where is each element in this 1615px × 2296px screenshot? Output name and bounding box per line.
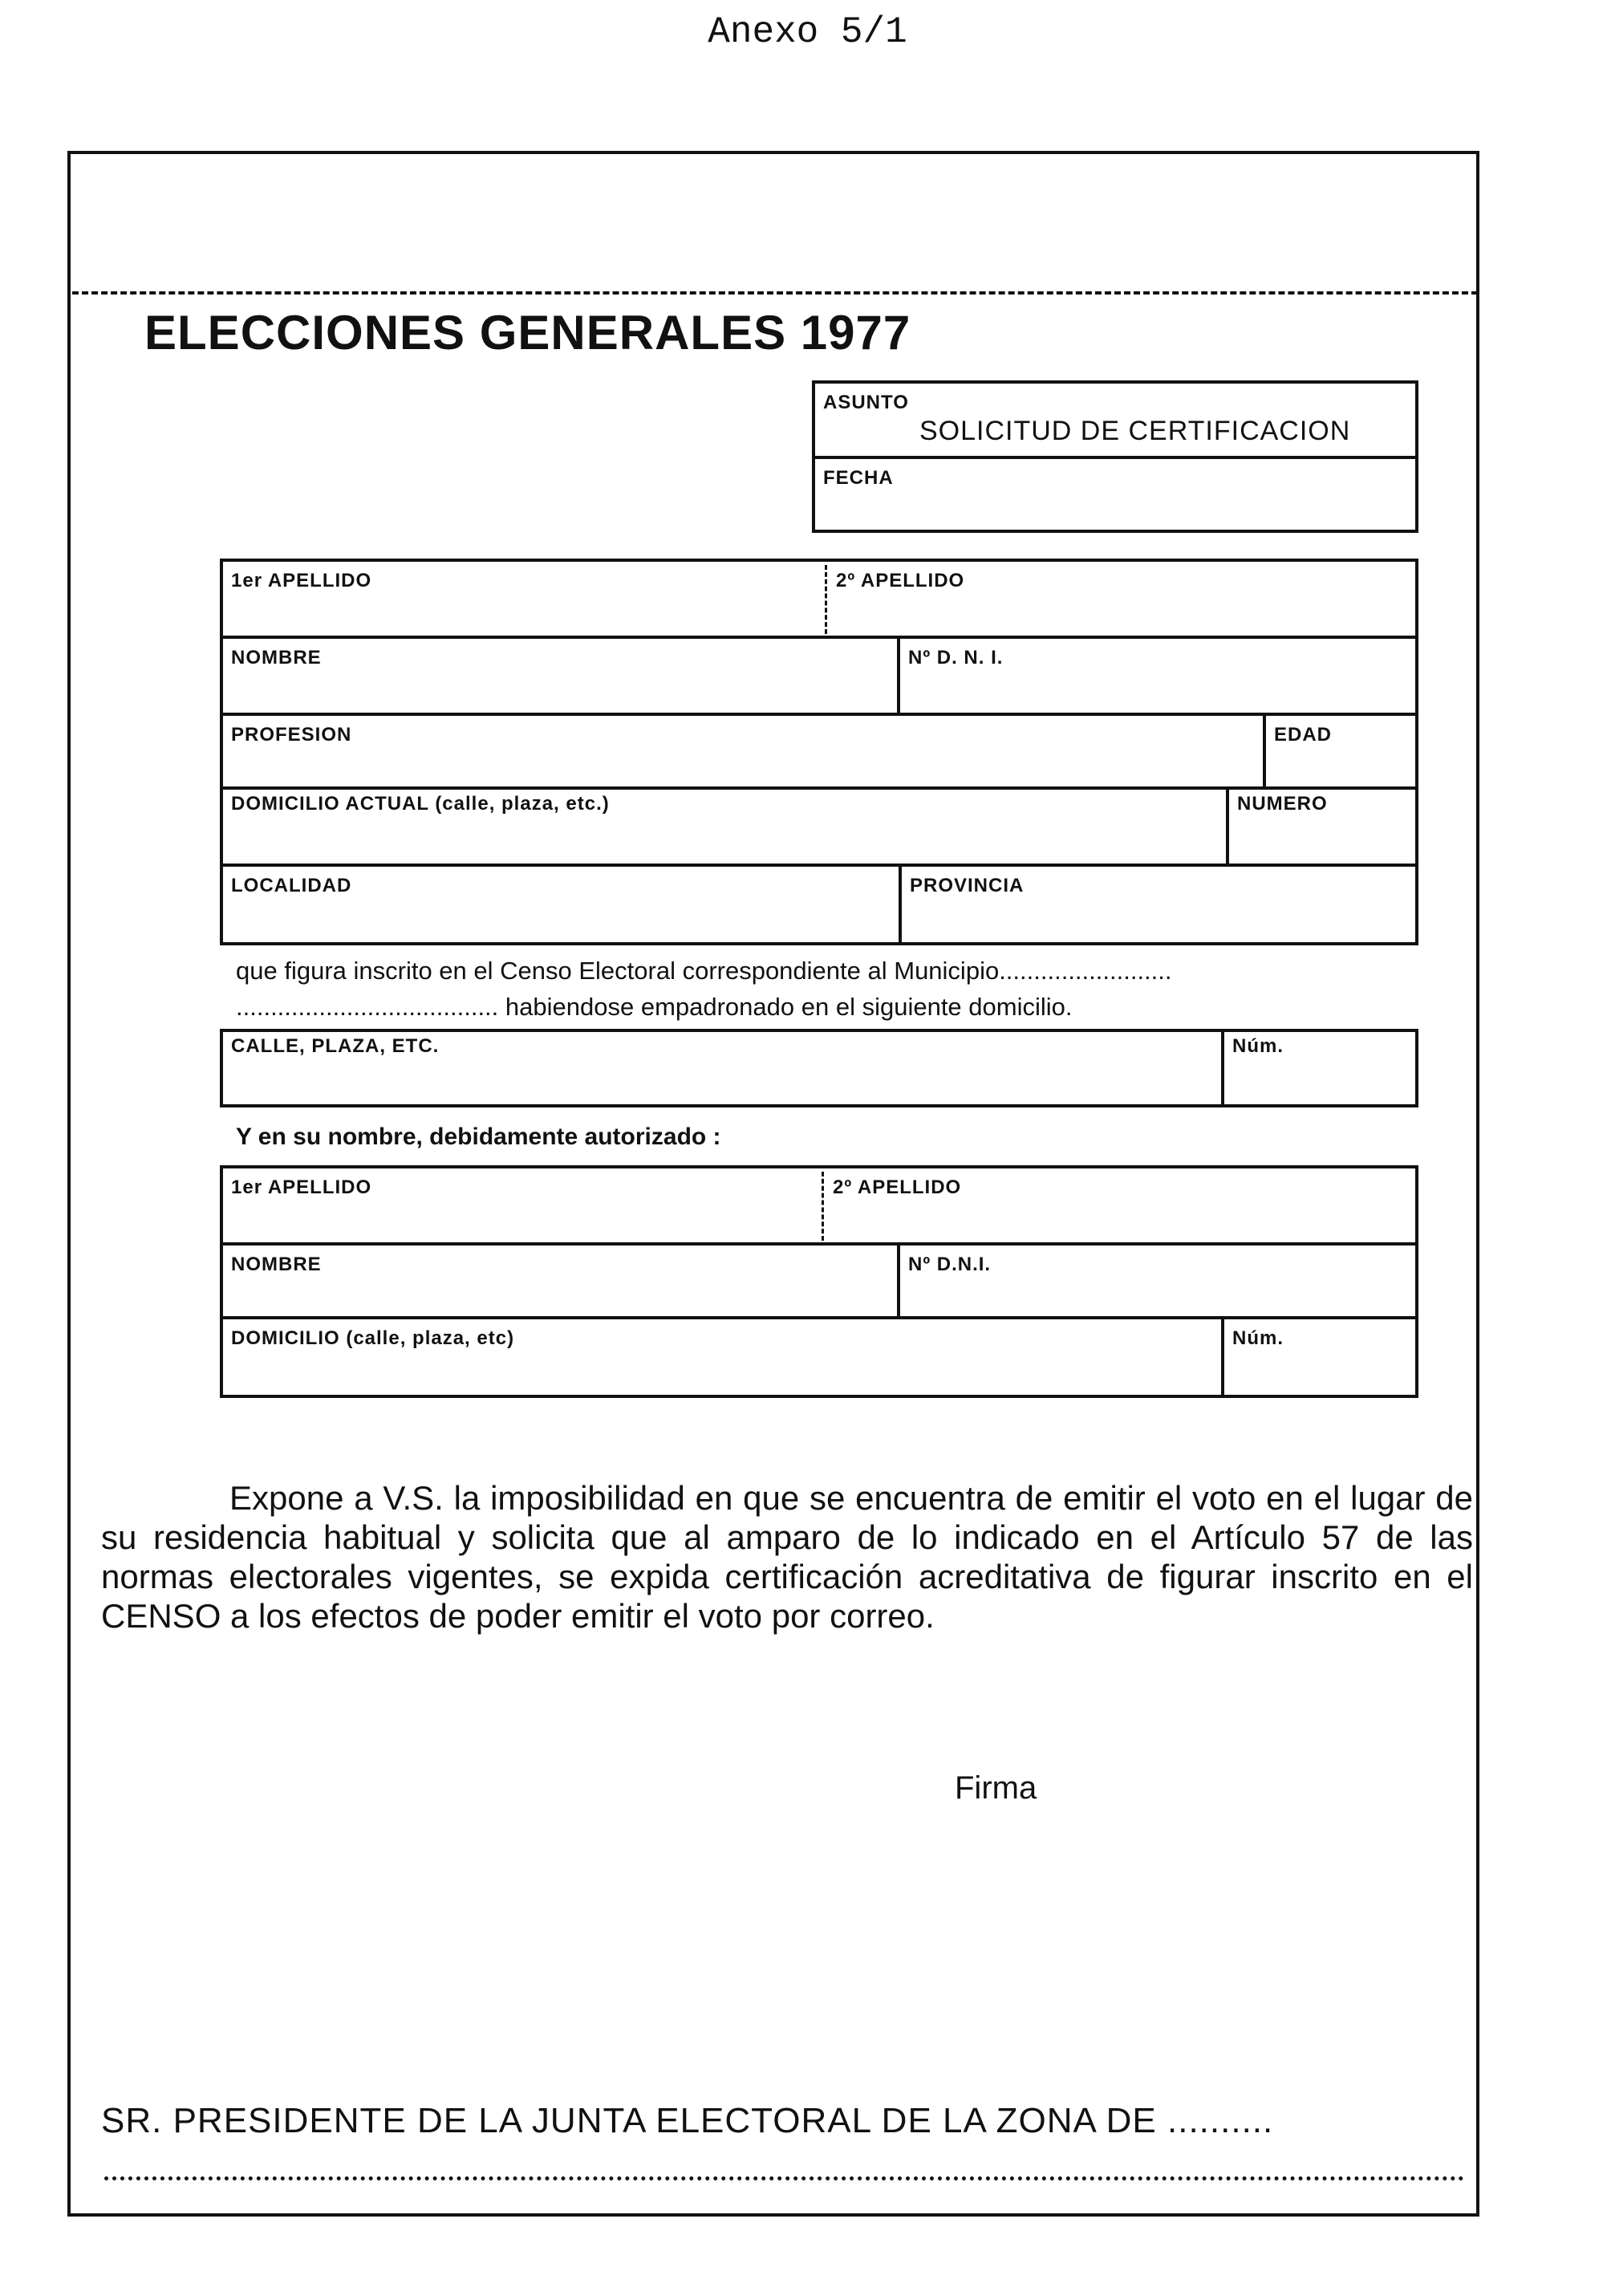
address-label: DOMICILIO ACTUAL (calle, plaza, etc.) xyxy=(231,793,610,815)
cut-line xyxy=(72,291,1478,295)
request-statement: Expone a V.S. la imposibilidad en que se encuentra de emitir el voto en el lugar de su residencia habitual y solicita que al amparo de lo indicado en el Artículo 57 de las normas electorales vigentes, se expida certificación acreditativa de figurar inscrito en el CENSO a los efectos de poder emitir el voto por correo. xyxy=(101,1479,1473,1635)
registered-address-box xyxy=(220,1029,1418,1107)
registered-number-field[interactable] xyxy=(1224,1032,1415,1104)
fecha-label: FECHA xyxy=(823,467,894,489)
rep-number-label: Núm. xyxy=(1232,1327,1284,1349)
registered-street-field[interactable] xyxy=(223,1032,1221,1104)
rep-address-field[interactable] xyxy=(223,1319,1221,1395)
rep-second-surname-label: 2º APELLIDO xyxy=(833,1176,962,1198)
applicant-address-field[interactable] xyxy=(223,790,1226,865)
rep-second-surname-field[interactable] xyxy=(825,1168,1415,1244)
registered-number-label: Núm. xyxy=(1232,1035,1284,1057)
first-surname-label: 1er APELLIDO xyxy=(231,570,372,591)
rep-first-surname-label: 1er APELLIDO xyxy=(231,1176,372,1198)
name-label: NOMBRE xyxy=(231,647,322,668)
applicant-first-surname-field[interactable] xyxy=(223,562,825,637)
census-statement-line-1: que figura inscrito en el Censo Electoral correspondiente al Municipio......................... xyxy=(236,957,1172,985)
asunto-cell[interactable] xyxy=(815,384,1415,457)
applicant-locality-field[interactable] xyxy=(223,867,899,942)
applicant-second-surname-field[interactable] xyxy=(828,562,1415,637)
street-label: CALLE, PLAZA, ETC. xyxy=(231,1035,440,1057)
rep-first-surname-field[interactable] xyxy=(223,1168,822,1244)
number-label: NUMERO xyxy=(1237,793,1328,815)
form-title: ELECCIONES GENERALES 1977 xyxy=(144,306,911,360)
locality-label: LOCALIDAD xyxy=(231,875,352,896)
rep-dni-label: Nº D.N.I. xyxy=(908,1254,992,1275)
rep-number-field[interactable] xyxy=(1224,1319,1415,1395)
rep-name-label: NOMBRE xyxy=(231,1254,322,1275)
fecha-field[interactable] xyxy=(815,459,1415,530)
representative-box xyxy=(220,1165,1418,1398)
applicant-number-field[interactable] xyxy=(1229,790,1415,865)
applicant-dni-field[interactable] xyxy=(900,639,1415,714)
census-statement-line-2: ...................................... habiendose empadronado en el siguiente domicilio. xyxy=(236,993,1073,1021)
province-label: PROVINCIA xyxy=(910,875,1025,896)
asunto-value: SOLICITUD DE CERTIFICACION xyxy=(919,416,1351,446)
applicant-box xyxy=(220,559,1418,945)
representative-intro: Y en su nombre, debidamente autorizado : xyxy=(236,1124,721,1150)
surname-divider xyxy=(825,565,827,634)
rep-address-label: DOMICILIO (calle, plaza, etc) xyxy=(231,1327,515,1349)
applicant-age-field[interactable] xyxy=(1266,716,1415,788)
dni-label: Nº D. N. I. xyxy=(908,647,1004,668)
profession-label: PROFESION xyxy=(231,724,352,746)
addressee-dotted-fill xyxy=(104,2176,1464,2180)
annex-heading: Anexo 5/1 xyxy=(708,11,907,53)
subject-box xyxy=(812,380,1418,533)
surname-divider xyxy=(822,1172,824,1241)
asunto-label: ASUNTO xyxy=(823,392,909,413)
signature-label: Firma xyxy=(955,1770,1037,1806)
applicant-profession-field[interactable] xyxy=(223,716,1263,788)
applicant-name-field[interactable] xyxy=(223,639,897,714)
second-surname-label: 2º APELLIDO xyxy=(836,570,965,591)
applicant-province-field[interactable] xyxy=(902,867,1415,942)
addressee-line: SR. PRESIDENTE DE LA JUNTA ELECTORAL DE LA ZONA DE .......... xyxy=(101,2101,1274,2140)
age-label: EDAD xyxy=(1274,724,1333,746)
rep-dni-field[interactable] xyxy=(900,1246,1415,1318)
rep-name-field[interactable] xyxy=(223,1246,897,1318)
